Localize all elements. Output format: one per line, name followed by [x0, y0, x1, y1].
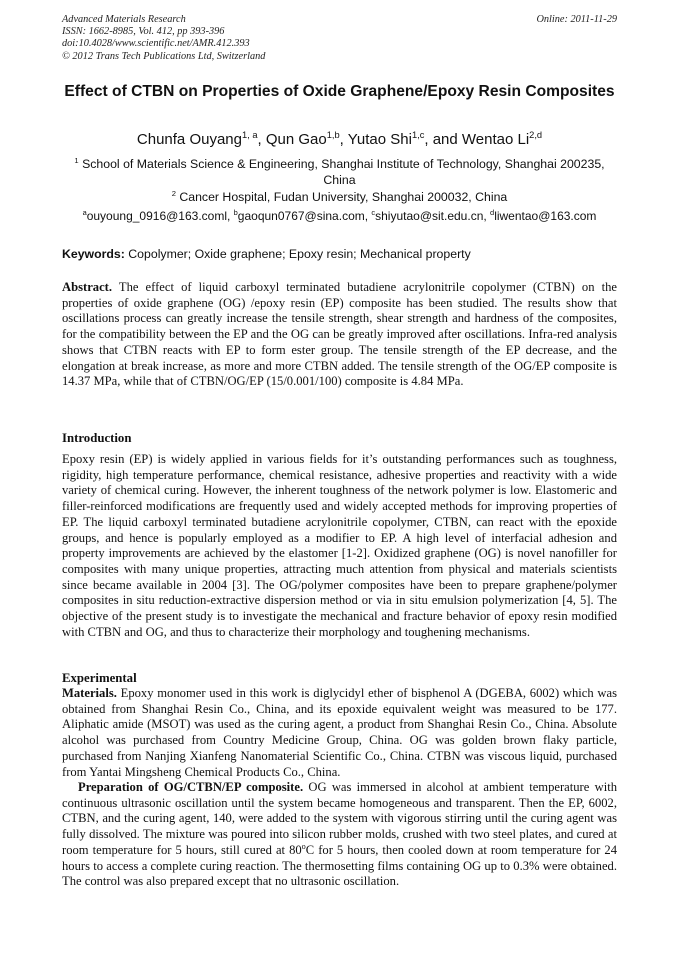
doi-line: doi:10.4028/www.scientific.net/AMR.412.393	[62, 38, 250, 50]
keywords	[62, 247, 617, 262]
preparation-text: OG was immersed in alcohol at ambient temperature with continuous ultrasonic oscillation until the system became homogeneous and transparent. Then the EP, 6002, CTBN, and the curing agent, 140, were added to the system with vigorous stirring until the curing agent was fully dissolved. The mixture was poured into silicon rubber molds, crushed with two steel plates, and cured at room temperature for 5 hours, still cured at 80	[62, 780, 617, 857]
abstract	[62, 280, 617, 390]
email-address: liwentao@163.com	[494, 209, 597, 223]
author-name: Wentao Li	[461, 131, 530, 148]
experimental-heading: Experimental	[62, 671, 137, 685]
materials-paragraph	[62, 686, 617, 780]
preparation-text-continued: C for 5 hours, then cooled down at room temperature for 24 hours to access a complete curing reaction. The thermosetting films containing OG up to 0.3% were obtained. The control was also prepared except that no ultrasonic oscillation.	[62, 842, 617, 889]
issn-line: ISSN: 1662-8985, Vol. 412, pp 393-396	[62, 26, 225, 38]
author-emails	[62, 209, 617, 224]
journal-name: Advanced Materials Research	[62, 14, 186, 25]
author-superscript: 1,b	[326, 130, 340, 140]
author-superscript: 2,d	[529, 130, 543, 140]
paper-title: Effect of CTBN on Properties of Oxide Graphene/Epoxy Resin Composites	[64, 83, 615, 100]
email-superscript: b	[233, 208, 238, 217]
keywords-label: Keywords:	[62, 247, 125, 261]
affiliation-2	[62, 190, 617, 206]
preparation-label: Preparation of OG/CTBN/EP composite.	[78, 780, 304, 794]
keywords-text: Copolymer; Oxide graphene; Epoxy resin; Mechanical property	[124, 247, 471, 261]
author-name: Yutao Shi	[347, 131, 412, 148]
materials-label: Materials.	[62, 686, 117, 700]
email-superscript: a	[82, 208, 87, 217]
author-name: Qun Gao	[265, 131, 327, 148]
degree-superscript: o	[301, 841, 306, 851]
affiliation-number: 1	[74, 155, 79, 165]
email-superscript: d	[490, 208, 495, 217]
email-address: ouyoung_0916@163.coml,	[86, 209, 234, 223]
author-separator: , and	[424, 131, 462, 148]
email-address: gaoqun0767@sina.com,	[237, 209, 372, 223]
online-date: Online: 2011-11-29	[536, 14, 617, 25]
email-superscript: c	[371, 208, 376, 217]
author-name: Chunfa Ouyang	[136, 131, 242, 148]
abstract-label: Abstract.	[62, 280, 113, 294]
affiliation-1	[62, 157, 617, 188]
introduction-heading: Introduction	[62, 431, 132, 445]
author-superscript: 1,c	[411, 130, 425, 140]
affiliation-text: Cancer Hospital, Fudan University, Shanghai 200032, China	[179, 190, 508, 204]
author-separator: ,	[257, 131, 266, 148]
author-superscript: 1, a	[241, 130, 258, 140]
affiliation-number: 2	[171, 188, 176, 198]
email-address: shiyutao@sit.edu.cn,	[375, 209, 491, 223]
affiliation-text: School of Materials Science & Engineering, Shanghai Institute of Technology, Shanghai 200235, China	[82, 157, 605, 187]
introduction-text: Epoxy resin (EP) is widely applied in various fields for it’s outstanding performances such as toughness, rigidity, high temperature performance, chemical resistance, adhesive properties and reactivity with a wide variety of chemical curing. However, the inherent toughness of the network polymer is low. Elastomeric and filler-reinforced modifications are frequently used and widely accepted methods for improving properties of EP. The liquid carboxyl terminated butadiene acrylonitrile copolymer, CTBN, can react with the epoxide groups, and hence is popularly employed as a modifier to EP. A high level of interfacial adhesion and property improvements are achieved by the elastomer [1-2]. Oxidized graphene (OG) is novel nanofiller for composites with many unique properties, attracting much attention from physical and materials scientists since became available in 2004 [3]. The OG/polymer composites have been to prepare graphene/polymer composites in situ reduction-extractive dispersion method or via in situ emulsion polymerization [4, 5]. The objective of the present study is to investigate the mechanical and fracture behavior of epoxy resin modified with CTBN and OG, and thus to characterize their morphology and toughening mechanisms.	[62, 452, 617, 639]
preparation-paragraph	[62, 780, 617, 890]
author-list	[62, 130, 617, 150]
author-separator: ,	[339, 131, 348, 148]
journal-header	[62, 14, 617, 63]
copyright-line: © 2012 Trans Tech Publications Ltd, Switzerland	[62, 50, 266, 62]
abstract-text: The effect of liquid carboxyl terminated butadiene acrylonitrile copolymer (CTBN) on the properties of oxide graphene (OG) /epoxy resin (EP) composite has been studied. The results show that oscillations process can greatly increase the tensile strength, shear strength and hardness of the composites, for the compatibility between the EP and the OG can be greatly improved after oscillations. Infra-red analysis shows that CTBN reacts with EP to form ester group. The tensile strength of the EP decrease, and the elongation at break increase, as more and more CTBN added. The tensile strength of the OG/EP composite is 14.37 MPa, while that of CTBN/OG/EP (15/0.001/100) composite is 4.84 MPa.	[62, 280, 617, 389]
materials-text: Epoxy monomer used in this work is diglycidyl ether of bisphenol A (DGEBA, 6002) which was obtained from Shanghai Resin Co., China, and its epoxide equivalent weight was measured to be 177. Aliphatic amide (MSOT) was used as the curing agent, a product from Shanghai Resin Co., China. Absolute alcohol was purchased from Country Medicine Group, China. OG was golden brown flaky particle, purchased from Nanjing Xianfeng Nanomaterial Scientific Co., China. CTBN was viscous liquid, purchased from Yantai Mingsheng Chemical Products Co., China.	[62, 686, 617, 779]
